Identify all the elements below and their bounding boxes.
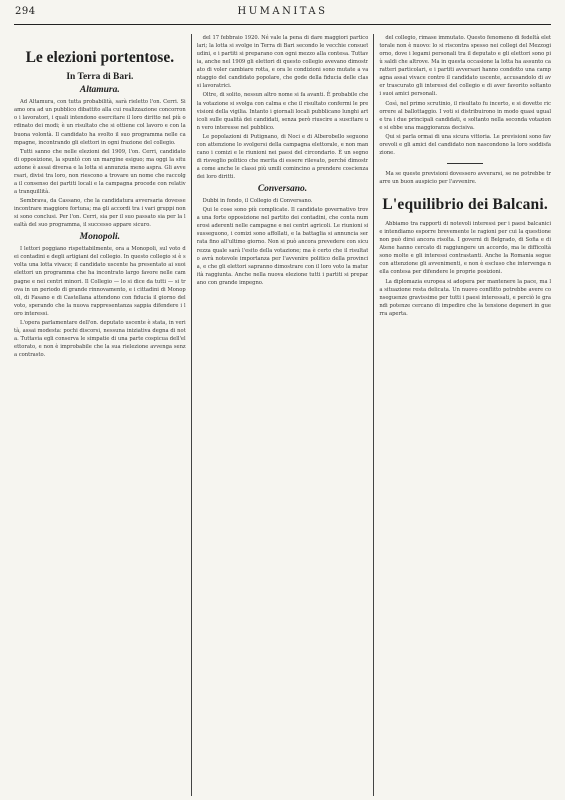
journal-title: HUMANITAS — [237, 6, 328, 17]
paragraph: Qui le cose sono più complicate. Il candidato governativo trova una forte opposizione nel partito dei contadini, che conta numerosi aderenti nelle campagne e nei centri agricoli. Le riunioni si susseguono, i comizi sono affollati, e la battaglia si annuncia serrata fino all'ultimo giorno. Non si può ancora prevedere con sicurezza quale sarà l'esito della votazione; ma è certo che il risultato avrà notevole importanza per l'avvenire politico della provincia, e che gli elettori sapranno dimostrare con il loro voto la maturità raggiunta. Anche nella nuova elezione tutti i partiti si preparano con grande impegno. — [196, 207, 369, 286]
section-heading-monopoli: Monopoli. — [79, 232, 121, 243]
paragraph: Così, nel primo scrutinio, il risultato fu incerto, e si dovette ricorrere al ballottaggio. I voti si distribuirono in modo quasi uguale tra i due principali candidati, e soltanto nella seconda votazione si ebbe una maggioranza decisiva. — [379, 100, 551, 131]
paragraph: L'opera parlamentare dell'on. deputato uscente è stata, in verità, assai modesta: pochi discorsi, nessuna iniziativa degna di nota. Tuttavia egli conserva le simpatie di una parte cospicua dell'elettorato, e non è improbabile che la sua rielezione avvenga senza contrasto. — [14, 319, 186, 359]
section-heading-altamura: Altamura. — [79, 85, 120, 96]
article-columns — [14, 34, 551, 800]
running-head — [14, 4, 551, 25]
page-number: 294 — [15, 6, 36, 17]
article-title: Le elezioni portentose. — [25, 49, 175, 66]
section-heading-conversano: Conversano. — [257, 184, 308, 195]
paragraph: Abbiamo tra rapporti di notevoli interessi per i paesi balcanici e intendiamo esporre brevemente le ragioni per cui la questione non può dirsi ancora risolta. I governi di Belgrado, di Sofia e di Atene hanno cercato di raggiungere un accordo, ma le difficoltà sono molte e gli interessi contrastanti. Anche la Romania segue con attenzione gli avvenimenti, e non è escluso che intervenga nella contesa per difendere le proprie posizioni. — [379, 221, 551, 276]
paragraph: del collegio, rimase immutato. Questo fenomeno di fedeltà elettorale non è nuovo: lo si riscontra spesso nei collegi del Mezzogiorno, dove i legami personali tra il deputato e gli elettori sono più saldi che altrove. Ma in questa occasione la lotta ha assunto caratteri particolari, e i partiti avversari hanno condotto una campagna assai vivace contro il candidato uscente, accusandolo di aver trascurato gli interessi del collegio e di aver favorito soltanto i suoi amici personali. — [379, 35, 551, 98]
column-3 — [379, 34, 551, 796]
paragraph: La diplomazia europea si adopera per mantenere la pace, ma la situazione resta delicata. Un nuovo conflitto potrebbe avere conseguenze gravissime per tutti i paesi interessati, e perciò le grandi potenze cercano di impedire che la tensione degeneri in guerra aperta. — [379, 278, 551, 317]
paragraph: Ma se queste previsioni dovessero avverarsi, se ne potrebbe trarre un buon auspicio per l'avvenire. — [379, 170, 551, 185]
article-title-balcani: L'equilibrio dei Balcani. — [382, 196, 548, 214]
column-divider — [191, 34, 192, 796]
article-subtitle: In Terra di Bari. — [66, 72, 134, 83]
paragraph: I lettori poggiano rispettabilmente, ora a Monopoli, sul voto dei contadini e degli artigiani del collegio. In questo collegio si è svolta una lotta vivace; il candidato uscente ha presentato ai suoi elettori un programma che ha incontrato largo favore nelle campagne e nei centri minori. Il Collegio — lo si dice da tutti — si trova in un periodo di grande rinnovamento, e i cittadini di Monopoli, di Fasano e di Castellana attendono con fiducia il giorno del voto, sperando che la nuova rappresentanza sappia difendere i loro interessi. — [14, 246, 186, 317]
column-1 — [14, 34, 186, 796]
paragraph: del 17 febbraio 1920. Né vale la pena di dare maggiori particolari; la lotta si svolge in Terra di Bari secondo le vecchie consuetudini, e i partiti si preparano con ogni mezzo alla contesa. Tuttavia, anche nel 1909 gli elettori di questo collegio avevano dimostrato di voler cambiare rotta, e ora le condizioni sono mutate a vantaggio del candidato popolare, che gode della fiducia delle classi lavoratrici. — [196, 35, 369, 90]
paragraph: Sembrava, da Cassano, che la candidatura avversaria dovesse incontrare maggiore fortuna; ma gli accordi tra i vari gruppi non si sono conclusi. Per l'on. Cerri, sia per il suo passato sia per la lealtà del suo programma, il successo appare sicuro. — [14, 198, 186, 229]
column-divider — [373, 34, 374, 796]
section-note: Dubbi in fondo, il Collegio di Conversano. — [202, 198, 313, 205]
paragraph: Ad Altamura, con tutta probabilità, sarà rieletto l'on. Cerri. Siamo ora ad un pubblico dibattito alla cui realizzazione concorrono i lavoratori, i quali intendono esercitare il loro diritto nel più ordinato dei modi; è un risultato che si ottiene col lavoro e con la buona volontà. Il candidato ha svolto il suo programma nelle campagne, incontrando gli elettori in ogni frazione del collegio. — [14, 99, 186, 146]
paragraph: Oltre, di solito, nessun altro nome si fa avanti. È probabile che la votazione si svolga con calma e che il risultato confermi le previsioni della vigilia. Intanto i giornali locali pubblicano lunghi articoli sulle qualità dei candidati, senza però riuscire a suscitare un vero interesse nel pubblico. — [196, 92, 369, 131]
paragraph: Le popolazioni di Putignano, di Noci e di Alberobello seguono con attenzione lo svolgersi della campagna elettorale, e non mancano i comizi e le riunioni nei paesi del circondario. È un segno di risveglio politico che merita di essere rilevato, perché dimostra come anche le classi più umili comincino a prendere coscienza dei loro diritti. — [196, 133, 369, 181]
separator-rule — [447, 163, 483, 164]
paragraph: Qui si parla ormai di una sicura vittoria. Le previsioni sono favorevoli e gli amici del candidato non nascondono la loro soddisfazione. — [379, 133, 551, 156]
paragraph: Tutti sanno che nelle elezioni del 1909, l'on. Cerri, candidato di opposizione, la spuntò con un margine esiguo; ma oggi la situazione è assai diversa e la lotta si annunzia meno aspra. Gli avversari, divisi tra loro, non riescono a trovare un nome che raccolga il consenso dei partiti locali e la campagna procede con relativa tranquillità. — [14, 148, 186, 195]
column-2 — [197, 34, 369, 796]
